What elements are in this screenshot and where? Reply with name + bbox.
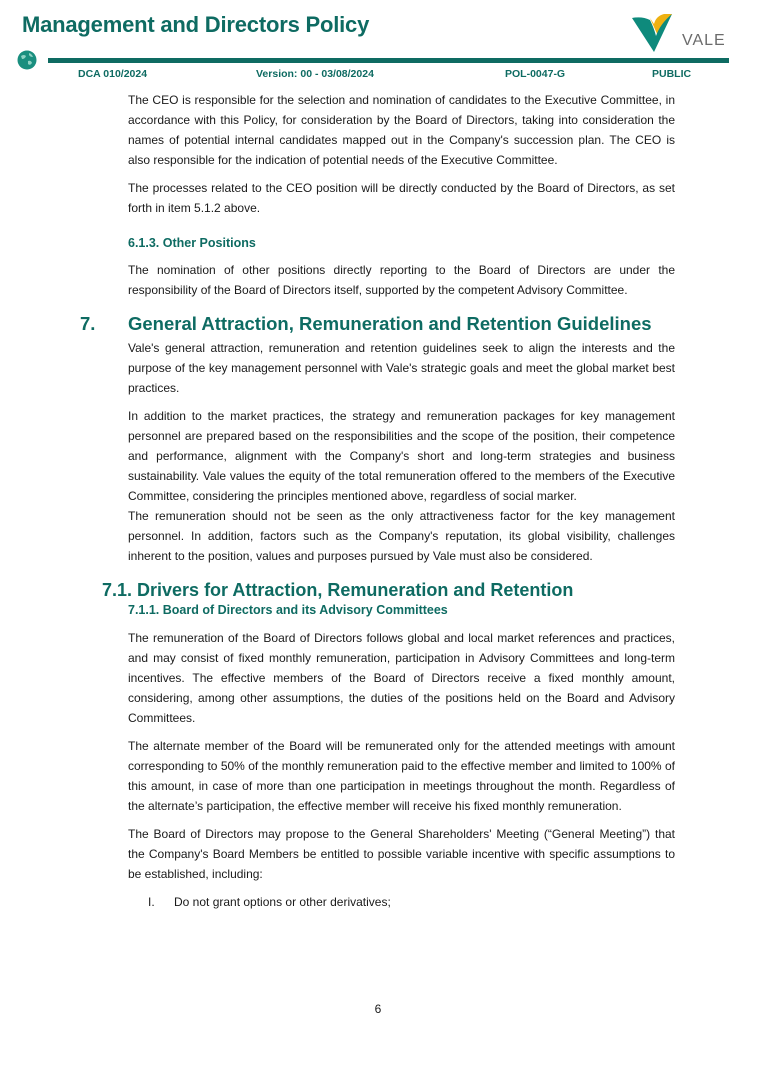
globe-icon (17, 50, 37, 70)
paragraph: The Board of Directors may propose to the General Shareholders' Meeting (“General Meeting”) that the Company's Board Members be entitled to possible variable incentive with specific assumptions to be established, including: (128, 827, 675, 881)
paragraph: Vale's general attraction, remuneration and retention guidelines seek to align the interests and the purpose of the key management personnel with Vale's strategic goals and meet the global market best practices. (128, 341, 675, 395)
heading-7-1-1: 7.1.1. Board of Directors and its Advisory Committees (128, 603, 448, 617)
paragraph: The alternate member of the Board will be remunerated only for the attended meetings with amount corresponding to 50% of the monthly remuneration paid to the effective member and limited to 100% of this amount, in case of more than one participation in meetings throughout the month. Regardless of the alternate’s participation, the effective member will receive his fixed monthly remuneration. (128, 739, 675, 813)
document-title: Management and Directors Policy (22, 12, 370, 37)
svg-text:VALE: VALE (682, 32, 726, 49)
document-body (80, 90, 675, 912)
heading-number: 7. (80, 313, 96, 334)
heading-7-1: 7.1. Drivers for Attraction, Remuneration and Retention (102, 580, 574, 600)
heading-title: General Attraction, Remuneration and Retention Guidelines (128, 313, 652, 334)
paragraph: The CEO is responsible for the selection and nomination of candidates to the Executive Committee, in accordance with this Policy, for consideration by the Board of Directors, taking into consideration the names of potential internal candidates mapped out in the Company's succession plan. The CEO is also responsible for the indication of potential needs of the Executive Committee. (128, 93, 675, 167)
dca-number: DCA 010/2024 (78, 68, 148, 80)
heading-6-1-3: 6.1.3. Other Positions (128, 236, 256, 250)
paragraph: In addition to the market practices, the strategy and remuneration packages for key management personnel are prepared based on the responsibilities and the scope of the position, their competence and performance, alignment with the Company's short and long-term strategies and business sustainability. Vale values the equity of the total remuneration offered to the members of the Executive Committee, considering the principles mentioned above, regardless of social marker. (128, 409, 675, 503)
policy-code: POL-0047-G (505, 68, 566, 80)
paragraph: The remuneration of the Board of Directors follows global and local market references and practices, and may consist of fixed monthly remuneration, participation in Advisory Committees and long-term incentives. The effective members of the Board of Directors receive a fixed monthly amount, considering, among other assumptions, the duties of the positions held on the Board and Advisory Committees. (128, 631, 675, 725)
list-text: Do not grant options or other derivatives; (174, 895, 391, 909)
list-marker: I. (148, 895, 155, 909)
paragraph: The nomination of other positions directly reporting to the Board of Directors are under the responsibility of the Board of Directors itself, supported by the competent Advisory Committee. (128, 263, 675, 297)
heading-7 (80, 313, 675, 334)
vale-logo (630, 10, 730, 52)
paragraph: The processes related to the CEO position will be directly conducted by the Board of Directors, as set forth in item 5.1.2 above. (128, 181, 675, 215)
header-rule (48, 58, 729, 63)
classification-label: PUBLIC (652, 68, 692, 80)
paragraph: The remuneration should not be seen as the only attractiveness factor for the key management personnel. In addition, factors such as the Company's reputation, its global visibility, challenges inherent to the position, values and purposes pursued by Vale must also be considered. (128, 509, 675, 563)
version-label: Version: 00 - 03/08/2024 (256, 68, 374, 80)
page-number: 6 (374, 1002, 382, 1016)
list-item (148, 892, 675, 912)
